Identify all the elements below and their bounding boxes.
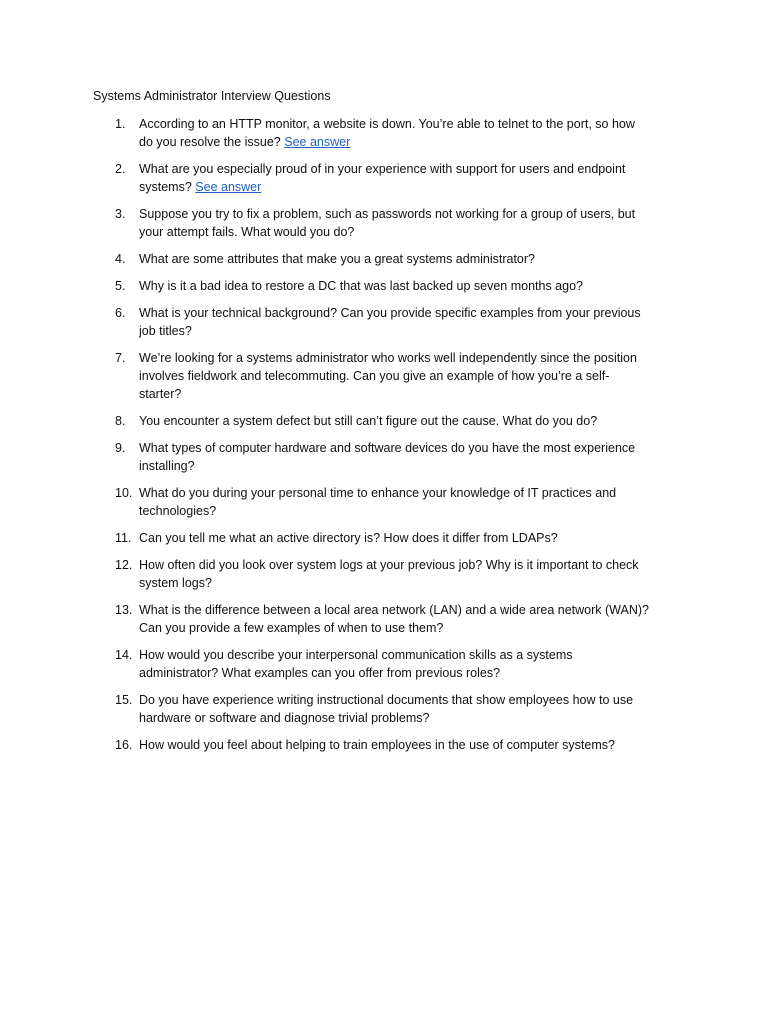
question-text-line: [139, 691, 633, 709]
question-line-text: do you resolve the issue?: [139, 135, 281, 149]
question-text: [139, 205, 635, 241]
question-text-line: [139, 349, 637, 367]
question-text-line: [139, 529, 558, 547]
question-text-line: [139, 556, 639, 574]
question-text-line: [139, 664, 573, 682]
question-text: [139, 250, 535, 268]
question-number: 16.: [115, 738, 133, 752]
question-text: [139, 277, 583, 295]
question-text: [139, 115, 635, 151]
question-line-text: What do you during your personal time to enhance your knowledge of IT practices and: [139, 486, 617, 500]
question-text-line: [139, 133, 635, 151]
page-title: Systems Administrator Interview Questions: [93, 89, 331, 103]
question-text-line: [139, 736, 615, 754]
question-text-line: [139, 601, 649, 619]
see-answer-link[interactable]: See answer: [195, 180, 262, 194]
question-number: 10.: [115, 486, 133, 500]
question-line-text: What are you especially proud of in your experience with support for users and endpoint: [139, 162, 626, 176]
question-number: 6.: [115, 306, 126, 320]
question-number: 2.: [115, 162, 126, 176]
question-line-text: What is the difference between a local area network (LAN) and a wide area network (WAN)?: [139, 603, 649, 617]
question-line-text: Suppose you try to fix a problem, such as passwords not working for a group of users, but: [139, 207, 636, 221]
question-line-text: administrator? What examples can you offer from previous roles?: [139, 666, 501, 680]
question-line-text: technologies?: [139, 504, 217, 518]
question-line-text: starter?: [139, 387, 182, 401]
question-line-text: What are some attributes that make you a great systems administrator?: [139, 252, 536, 266]
question-number: 14.: [115, 648, 133, 662]
question-text-line: [139, 115, 635, 133]
question-number: 1.: [115, 117, 126, 131]
question-text-line: [139, 250, 535, 268]
question-line-text: systems?: [139, 180, 192, 194]
question-number: 12.: [115, 558, 133, 572]
question-text-line: [139, 439, 635, 457]
question-text: [139, 556, 639, 592]
question-number: 7.: [115, 351, 126, 365]
question-line-text: hardware or software and diagnose trivial problems?: [139, 711, 430, 725]
question-number: 4.: [115, 252, 126, 266]
question-text-line: [139, 457, 635, 475]
question-text-line: [139, 367, 637, 385]
question-text-line: [139, 160, 625, 178]
question-text: [139, 646, 573, 682]
question-text: [139, 439, 635, 475]
question-line-text: Why is it a bad idea to restore a DC that was last backed up seven months ago?: [139, 279, 583, 293]
question-text-line: [139, 502, 616, 520]
question-line-text: What is your technical background? Can you provide specific examples from your previous: [139, 306, 641, 320]
question-line-text: Can you tell me what an active directory is? How does it differ from LDAPs?: [139, 531, 558, 545]
question-line-text: How would you feel about helping to train employees in the use of computer systems?: [139, 738, 615, 752]
question-text-line: [139, 322, 641, 340]
question-line-text: According to an HTTP monitor, a website is down. You’re able to telnet to the port, so how: [139, 117, 635, 131]
question-number: 15.: [115, 693, 133, 707]
question-text-line: [139, 574, 639, 592]
question-text-line: [139, 178, 625, 196]
question-text: [139, 412, 597, 430]
question-number: 11.: [115, 531, 132, 545]
question-text-line: [139, 646, 573, 664]
question-line-text: Can you provide a few examples of when to use them?: [139, 621, 444, 635]
question-text-line: [139, 619, 649, 637]
question-text-line: [139, 304, 641, 322]
question-line-text: How often did you look over system logs at your previous job? Why is it important to check: [139, 558, 639, 572]
question-line-text: Do you have experience writing instructional documents that show employees how to use: [139, 693, 634, 707]
question-number: 3.: [115, 207, 126, 221]
question-text: [139, 349, 637, 403]
question-number: 5.: [115, 279, 126, 293]
question-text: [139, 304, 641, 340]
question-text-line: [139, 412, 597, 430]
question-number: 8.: [115, 414, 126, 428]
question-text: [139, 160, 625, 196]
question-text: [139, 484, 616, 520]
question-line-text: system logs?: [139, 576, 212, 590]
question-line-text: installing?: [139, 459, 195, 473]
question-text-line: [139, 223, 635, 241]
question-text-line: [139, 709, 633, 727]
question-text: [139, 601, 649, 637]
question-text: [139, 691, 633, 727]
see-answer-link[interactable]: See answer: [284, 135, 351, 149]
question-number: 9.: [115, 441, 126, 455]
question-text: [139, 736, 615, 754]
question-line-text: You encounter a system defect but still can’t figure out the cause. What do you do?: [139, 414, 598, 428]
question-line-text: What types of computer hardware and software devices do you have the most experience: [139, 441, 636, 455]
question-line-text: We’re looking for a systems administrator who works well independently since the position: [139, 351, 637, 365]
question-text-line: [139, 277, 583, 295]
question-text: [139, 529, 558, 547]
question-line-text: job titles?: [139, 324, 192, 338]
question-line-text: How would you describe your interpersonal communication skills as a systems: [139, 648, 573, 662]
question-line-text: involves fieldwork and telecommuting. Can you give an example of how you’re a self-: [139, 369, 610, 383]
question-text-line: [139, 484, 616, 502]
question-line-text: your attempt fails. What would you do?: [139, 225, 355, 239]
question-number: 13.: [115, 603, 133, 617]
question-text-line: [139, 385, 637, 403]
question-text-line: [139, 205, 635, 223]
